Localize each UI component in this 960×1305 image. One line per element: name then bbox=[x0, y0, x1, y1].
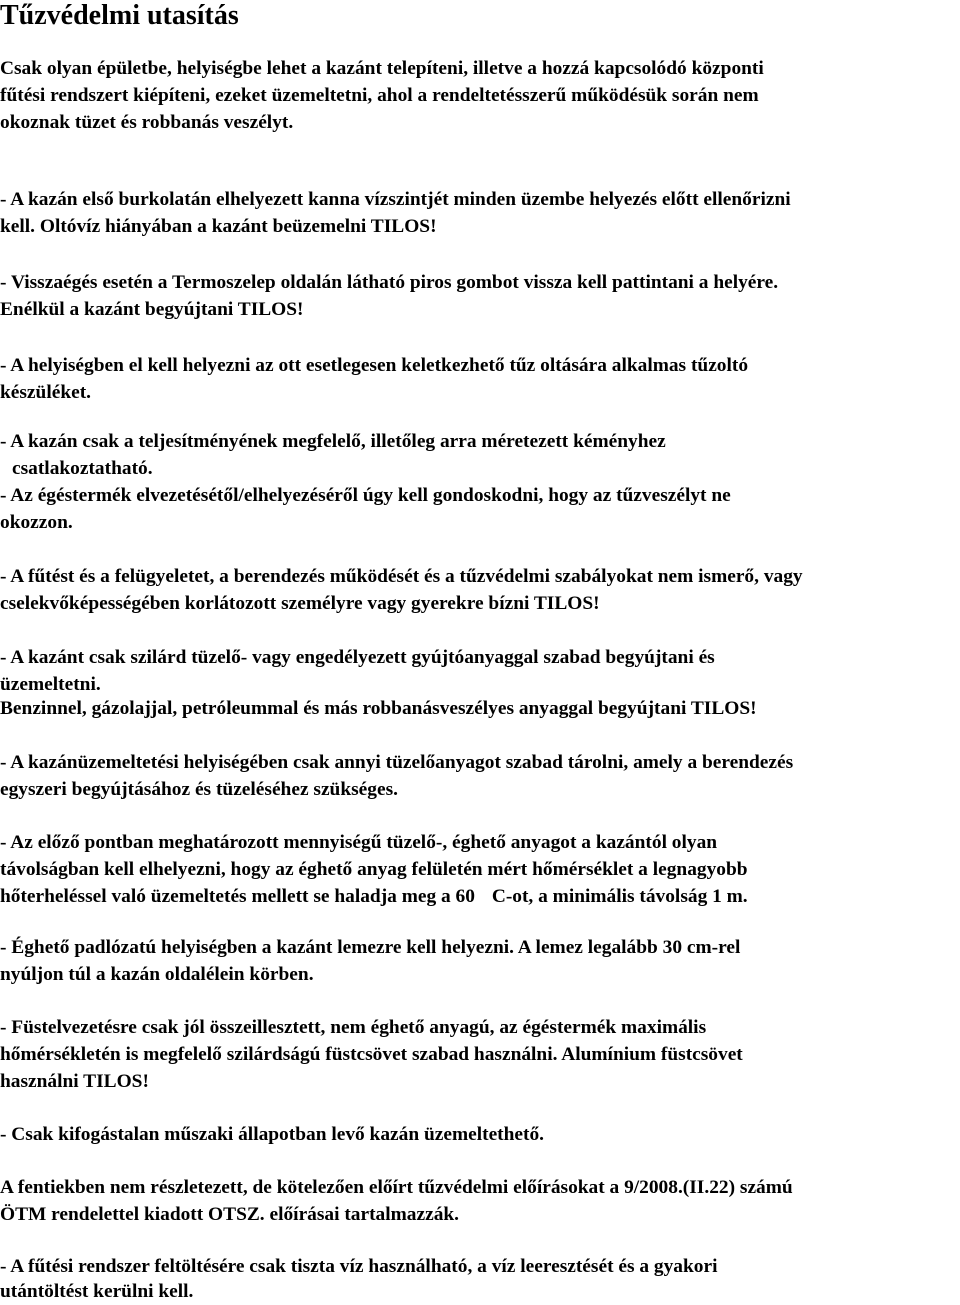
paragraph-line: Benzinnel, gázolajjal, petróleummal és más robbanásveszélyes anyaggal begyújtani TILOS! bbox=[0, 698, 757, 719]
paragraph-line bbox=[0, 884, 748, 910]
temperature-text: hőterheléssel való üzemeltetés mellett se haladja meg a 60 bbox=[0, 886, 475, 907]
paragraph-line: használni TILOS! bbox=[0, 1071, 149, 1092]
paragraph-line: üzemeltetni. bbox=[0, 674, 101, 695]
paragraph-line: cselekvőképességében korlátozott személyre vagy gyerekre bízni TILOS! bbox=[0, 593, 600, 614]
paragraph-line: hőmérsékletén is megfelelő szilárdságú füstcsövet szabad használni. Alumínium füstcsövet bbox=[0, 1044, 743, 1065]
paragraph-line: csatlakoztatható. bbox=[12, 458, 153, 479]
paragraph-line: - A fűtést és a felügyeletet, a berendezés működését és a tűzvédelmi szabályokat nem ismerő, vagy bbox=[0, 566, 803, 587]
document-title: Tűzvédelmi utasítás bbox=[0, 0, 239, 31]
paragraph-line: okoznak tüzet és robbanás veszélyt. bbox=[0, 112, 294, 133]
paragraph-line: utántöltést kerülni kell. bbox=[0, 1281, 194, 1302]
paragraph-line: nyúljon túl a kazán oldalélein körben. bbox=[0, 964, 314, 985]
paragraph-line: készüléket. bbox=[0, 382, 92, 403]
paragraph-line: - Füstelvezetésre csak jól összeillesztett, nem éghető anyagú, az égéstermék maximális bbox=[0, 1017, 707, 1038]
paragraph-line: távolságban kell elhelyezni, hogy az éghető anyag felületén mért hőmérséklet a legnagyobb bbox=[0, 859, 748, 880]
paragraph-line: - Az előző pontban meghatározott mennyiségű tüzelő-, éghető anyagot a kazántól olyan bbox=[0, 832, 718, 853]
paragraph-line: kell. Oltóvíz hiányában a kazánt beüzemelni TILOS! bbox=[0, 216, 437, 237]
paragraph-line: ÖTM rendelettel kiadott OTSZ. előírásai tartalmazzák. bbox=[0, 1204, 460, 1225]
temperature-text-end: C-ot, a minimális távolság 1 m. bbox=[491, 886, 748, 907]
paragraph-line: - Visszaégés esetén a Termoszelep oldalán látható piros gombot vissza kell pattintani a helyére. bbox=[0, 272, 779, 293]
paragraph-line: - A kazán csak a teljesítményének megfelelő, illetőleg arra méretezett kéményhez bbox=[0, 431, 666, 452]
paragraph-line: fűtési rendszert kiépíteni, ezeket üzemeltetni, ahol a rendeltetésszerű működésük során nem bbox=[0, 85, 759, 106]
paragraph-line: Enélkül a kazánt begyújtani TILOS! bbox=[0, 299, 304, 320]
paragraph-line: - A kazánt csak szilárd tüzelő- vagy engedélyezett gyújtóanyaggal szabad begyújtani és bbox=[0, 647, 715, 668]
paragraph-line: Csak olyan épületbe, helyiségbe lehet a kazánt telepíteni, illetve a hozzá kapcsolódó központi bbox=[0, 58, 764, 79]
paragraph-line: - Éghető padlózatú helyiségben a kazánt lemezre kell helyezni. A lemez legalább 30 cm-rel bbox=[0, 937, 741, 958]
paragraph-line: - A fűtési rendszer feltöltésére csak tiszta víz használható, a víz leeresztését és a gyakori bbox=[0, 1256, 718, 1277]
paragraph-line: - A kazán első burkolatán elhelyezett kanna vízszintjét minden üzembe helyezés előtt ellenőrizni bbox=[0, 189, 791, 210]
paragraph-line: - Az égéstermék elvezetésétől/elhelyezéséről úgy kell gondoskodni, hogy az tűzveszélyt ne bbox=[0, 485, 731, 506]
paragraph-line: - A kazánüzemeltetési helyiségében csak annyi tüzelőanyagot szabad tárolni, amely a berendezés bbox=[0, 752, 794, 773]
paragraph-line: okozzon. bbox=[0, 512, 73, 533]
paragraph-line: egyszeri begyújtásához és tüzeléséhez szükséges. bbox=[0, 779, 398, 800]
paragraph-line: A fentiekben nem részletezett, de kötelezően előírt tűzvédelmi előírásokat a 9/2008.(II.22) számú bbox=[0, 1177, 793, 1198]
paragraph-line: - Csak kifogástalan műszaki állapotban levő kazán üzemeltethető. bbox=[0, 1124, 545, 1145]
paragraph-line: - A helyiségben el kell helyezni az ott esetlegesen keletkezhető tűz oltására alkalmas tűzoltó bbox=[0, 355, 749, 376]
